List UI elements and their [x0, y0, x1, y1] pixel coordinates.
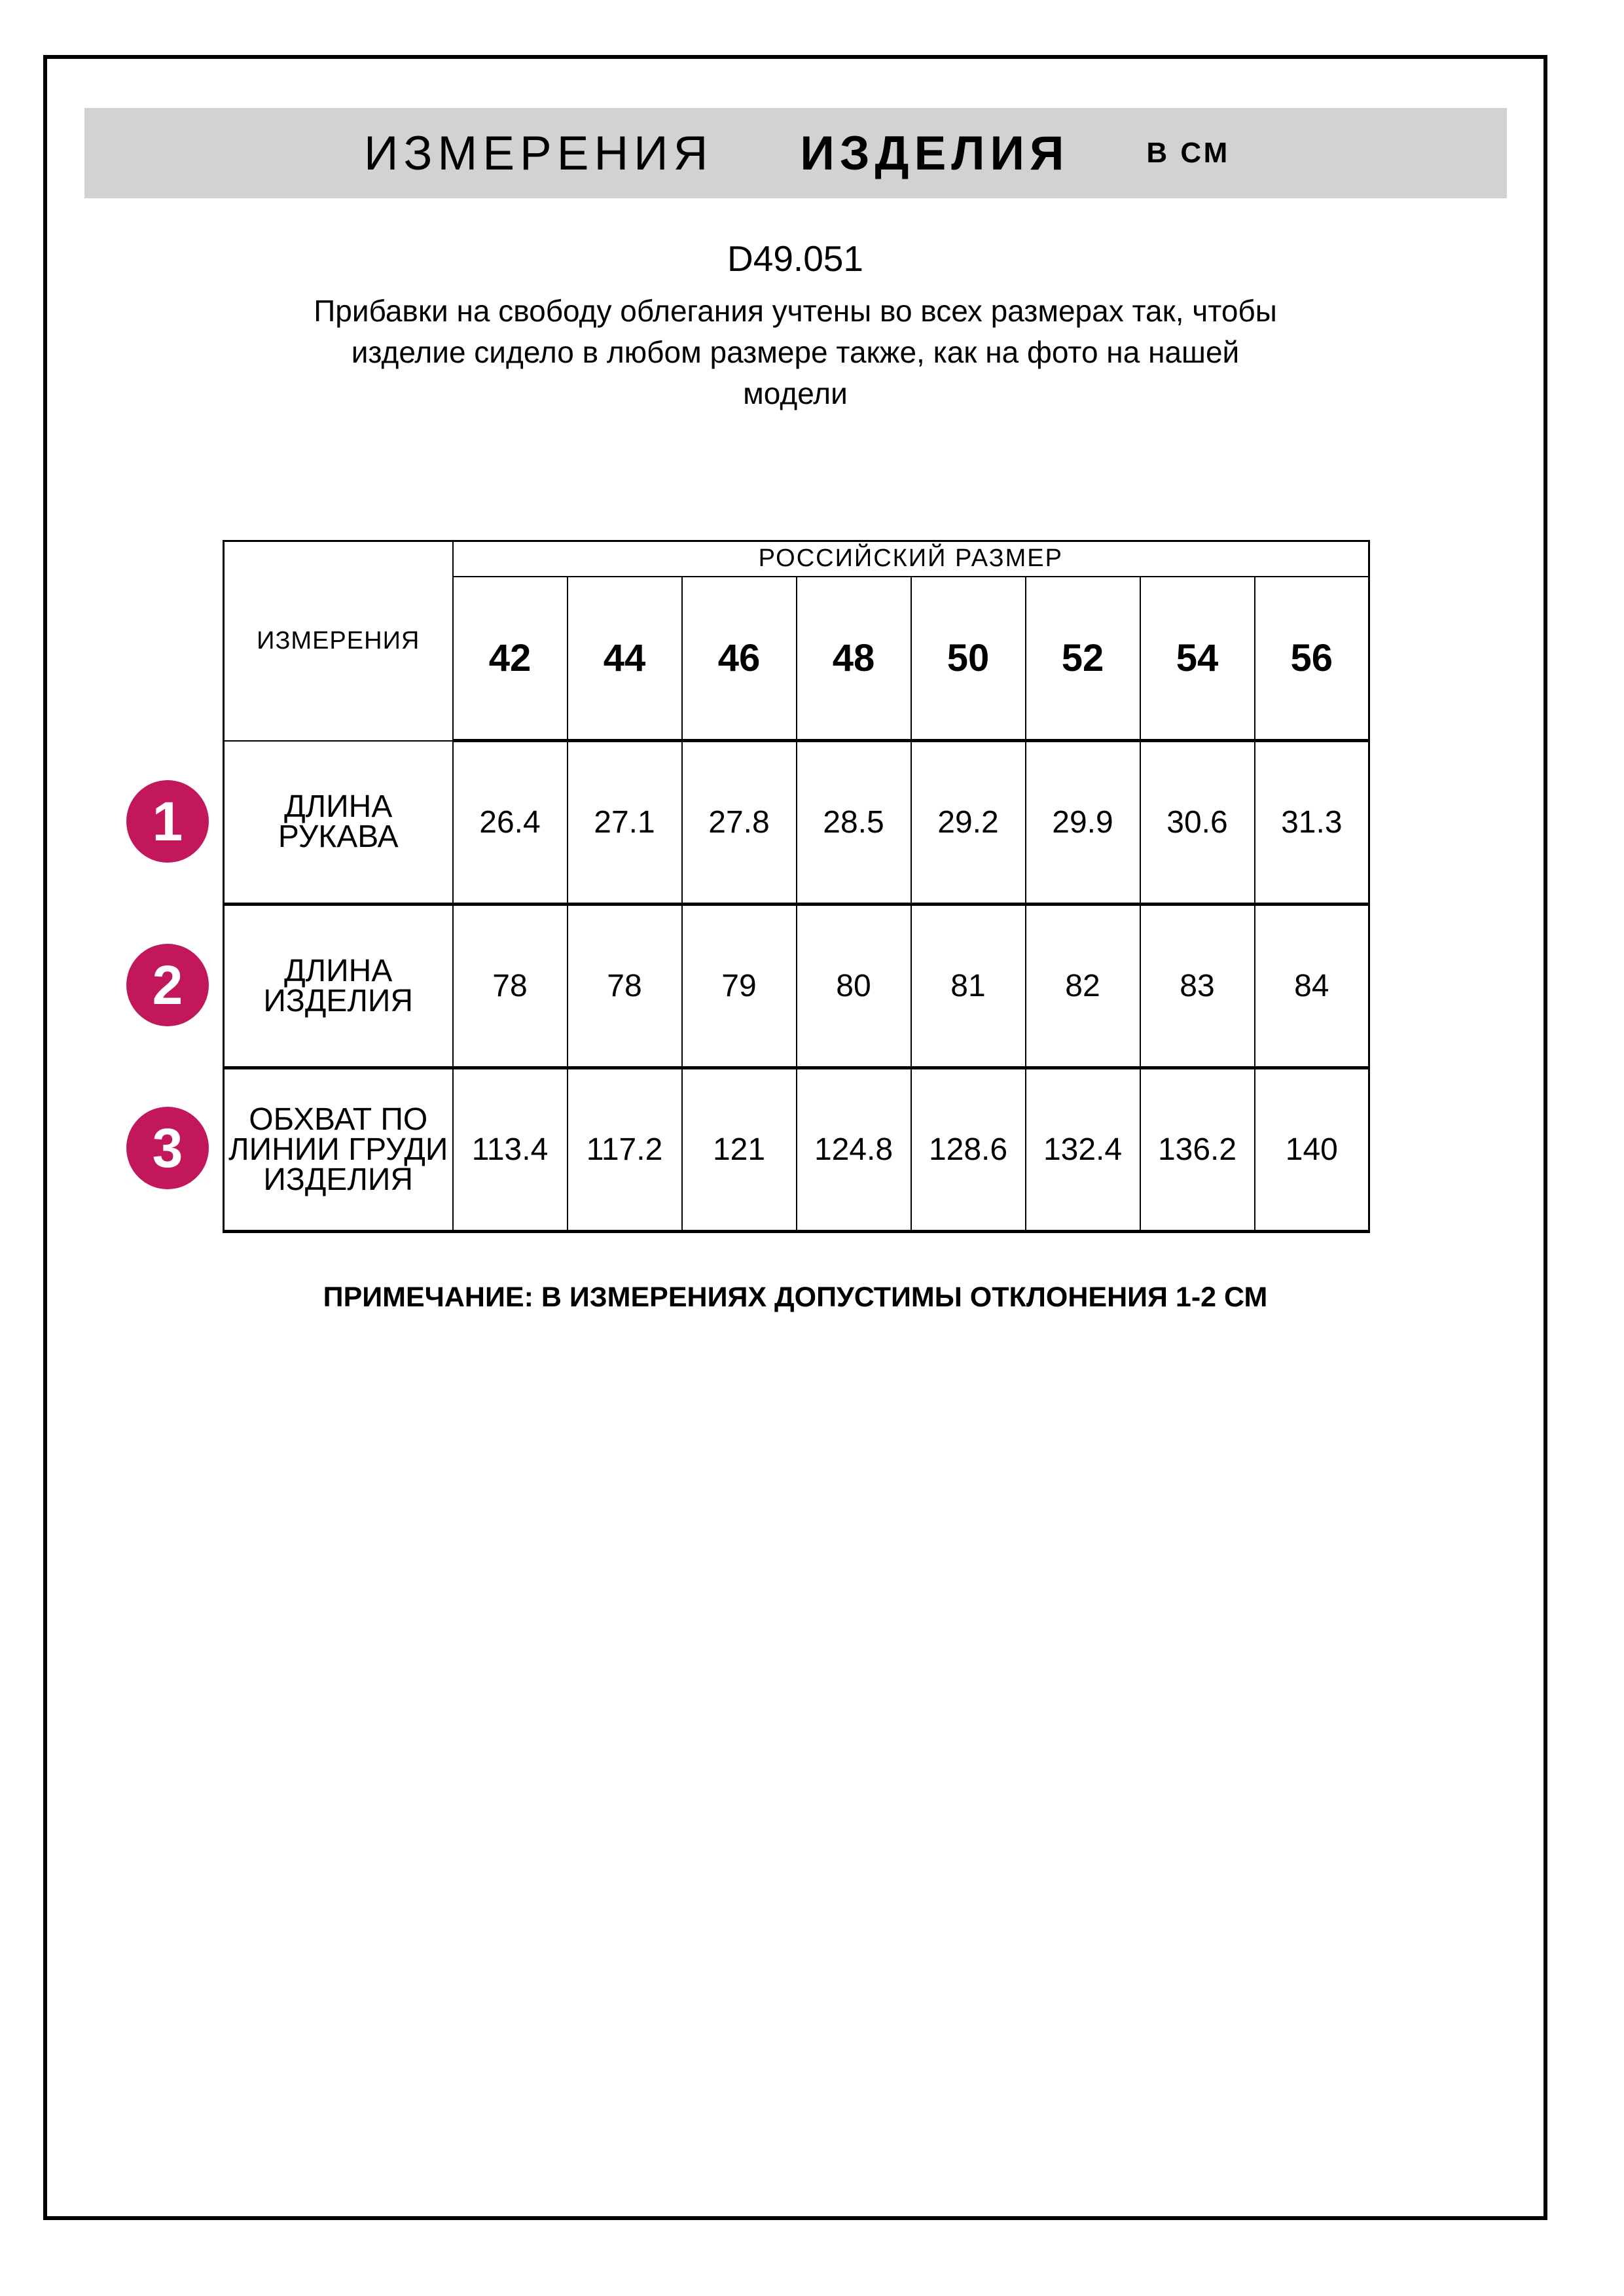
size-col-42: 42 — [453, 577, 568, 741]
row-label-cell — [224, 1068, 453, 1232]
value-cell: 78 — [568, 905, 682, 1068]
title-measurements: ИЗМЕРЕНИЯ — [364, 126, 713, 180]
fit-note-line: модели — [743, 376, 848, 410]
value-cell: 136.2 — [1140, 1068, 1255, 1232]
value-cell: 29.9 — [1026, 741, 1140, 905]
value-cell: 140 — [1255, 1068, 1369, 1232]
title-banner — [84, 108, 1507, 198]
measurements-header-cell: ИЗМЕРЕНИЯ — [224, 541, 453, 741]
tolerance-note: ПРИМЕЧАНИЕ: В ИЗМЕРЕНИЯХ ДОПУСТИМЫ ОТКЛОНЕНИЯ 1-2 СМ — [323, 1282, 1268, 1313]
value-cell: 128.6 — [911, 1068, 1026, 1232]
row-label-cell — [224, 905, 453, 1068]
value-cell: 83 — [1140, 905, 1255, 1068]
value-cell: 80 — [797, 905, 911, 1068]
size-col-56: 56 — [1255, 577, 1369, 741]
value-cell: 78 — [453, 905, 568, 1068]
fit-note-line: изделие сидело в любом размере также, как на фото на нашей — [351, 335, 1240, 369]
value-cell: 113.4 — [453, 1068, 568, 1232]
value-cell: 29.2 — [911, 741, 1026, 905]
row-label-line: ДЛИНА РУКАВА — [278, 789, 399, 854]
size-col-50: 50 — [911, 577, 1026, 741]
value-cell: 82 — [1026, 905, 1140, 1068]
row-marker-3 — [126, 1107, 209, 1189]
row-marker-1 — [126, 780, 209, 863]
row-label-line: ДЛИНА — [284, 953, 393, 988]
size-col-44: 44 — [568, 577, 682, 741]
row-label-line: ОБХВАТ ПО — [249, 1102, 428, 1137]
russian-size-header-cell: РОССИЙСКИЙ РАЗМЕР — [453, 541, 1369, 577]
value-cell: 79 — [682, 905, 797, 1068]
value-cell: 30.6 — [1140, 741, 1255, 905]
value-cell: 27.8 — [682, 741, 797, 905]
row-sleeve-length — [224, 741, 1369, 905]
size-col-48: 48 — [797, 577, 911, 741]
row-label-line: ИЗДЕЛИЯ — [263, 1162, 414, 1197]
fit-note-line: Прибавки на свободу облегания учтены во всех размерах так, чтобы — [314, 294, 1277, 328]
size-col-54: 54 — [1140, 577, 1255, 741]
row-label-line: ЛИНИИ ГРУДИ — [228, 1132, 448, 1167]
value-cell: 132.4 — [1026, 1068, 1140, 1232]
row-marker-2 — [126, 944, 209, 1026]
row-marker-number: 1 — [152, 790, 183, 852]
value-cell: 27.1 — [568, 741, 682, 905]
value-cell: 84 — [1255, 905, 1369, 1068]
product-code: D49.051 — [727, 238, 863, 279]
title-product: ИЗДЕЛИЯ — [800, 126, 1070, 180]
row-garment-length — [224, 905, 1369, 1068]
value-cell: 117.2 — [568, 1068, 682, 1232]
title-units: В СМ — [1146, 137, 1231, 169]
value-cell: 124.8 — [797, 1068, 911, 1232]
value-cell: 121 — [682, 1068, 797, 1232]
group-header-row — [224, 541, 1369, 577]
value-cell: 31.3 — [1255, 741, 1369, 905]
value-cell: 81 — [911, 905, 1026, 1068]
size-col-46: 46 — [682, 577, 797, 741]
row-marker-number: 3 — [152, 1117, 183, 1179]
row-label-cell — [224, 741, 453, 905]
row-chest-girth — [224, 1068, 1369, 1232]
size-col-52: 52 — [1026, 577, 1140, 741]
fit-note-paragraph — [43, 291, 1547, 414]
row-label-line: ИЗДЕЛИЯ — [263, 983, 414, 1018]
value-cell: 28.5 — [797, 741, 911, 905]
value-cell: 26.4 — [453, 741, 568, 905]
row-marker-number: 2 — [152, 954, 183, 1016]
measurements-table — [223, 540, 1370, 1233]
